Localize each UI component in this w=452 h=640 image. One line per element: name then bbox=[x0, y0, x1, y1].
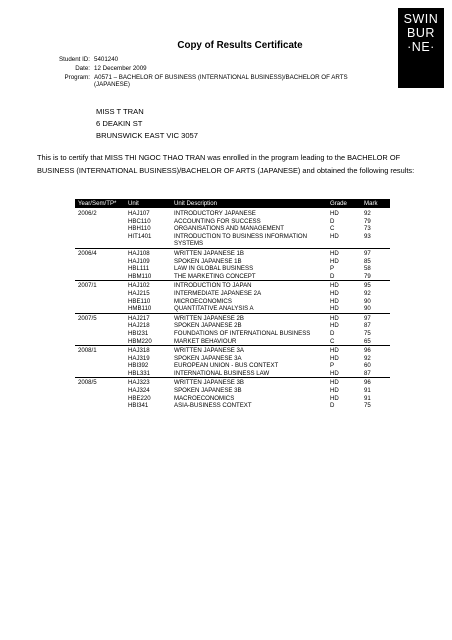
unit-description-cell: THE MARKETING CONCEPT bbox=[174, 272, 256, 280]
mark-cell: 79 bbox=[364, 272, 371, 280]
year-cell bbox=[75, 218, 125, 226]
unit-description-cell: WRITTEN JAPANESE 2B bbox=[171, 313, 327, 322]
year-cell bbox=[75, 273, 125, 281]
table-row bbox=[75, 355, 390, 363]
unit-code-cell: HBM220 bbox=[128, 337, 152, 345]
unit-description-cell: EUROPEAN UNION - BUS CONTEXT bbox=[174, 362, 279, 370]
unit-description-cell: WRITTEN JAPANESE 1B bbox=[171, 248, 327, 257]
year-cell bbox=[75, 355, 125, 363]
table-row bbox=[75, 305, 390, 313]
year-cell bbox=[75, 305, 125, 313]
year-cell bbox=[75, 290, 125, 298]
mark-cell: 75 bbox=[364, 329, 371, 337]
year-cell bbox=[75, 338, 125, 346]
unit-description-cell: INTRODUCTORY JAPANESE bbox=[174, 210, 256, 217]
grade-cell: HD bbox=[330, 257, 339, 265]
grade-cell: D bbox=[330, 217, 335, 225]
unit-description-cell: ORGANISATIONS AND MANAGEMENT bbox=[174, 225, 284, 233]
unit-code-cell: HIT1401 bbox=[128, 232, 152, 240]
table-row bbox=[75, 281, 390, 290]
table-row bbox=[75, 346, 390, 355]
table-row bbox=[75, 378, 390, 387]
swinburne-logo bbox=[398, 8, 444, 88]
table-row bbox=[75, 273, 390, 281]
unit-code-cell: HBM110 bbox=[128, 272, 152, 280]
table-row bbox=[75, 330, 390, 338]
table-row bbox=[75, 370, 390, 378]
mark-cell: 79 bbox=[364, 217, 371, 225]
unit-description-cell: WRITTEN JAPANESE 3B bbox=[171, 378, 327, 387]
header-unit: Unit bbox=[125, 199, 171, 208]
table-row bbox=[75, 233, 390, 249]
date-value: 12 December 2009 bbox=[94, 65, 147, 72]
unit-code-cell: HAJ319 bbox=[128, 354, 150, 362]
program-label: Program: bbox=[64, 74, 90, 81]
table-header-row bbox=[75, 199, 390, 208]
year-cell: 2007/5 bbox=[75, 313, 125, 322]
mark-cell: 93 bbox=[364, 232, 371, 240]
mark-cell: 91 bbox=[364, 387, 371, 395]
grade-cell: P bbox=[330, 265, 335, 273]
grade-cell: D bbox=[330, 272, 335, 280]
year-cell bbox=[75, 362, 125, 370]
year-cell bbox=[75, 402, 125, 410]
header-mark: Mark bbox=[361, 199, 390, 208]
grade-cell: HD bbox=[330, 232, 339, 240]
grade-cell: HD bbox=[330, 322, 339, 330]
mark-cell: 91 bbox=[364, 394, 371, 402]
year-cell bbox=[75, 233, 125, 249]
address-line-1: MISS T TRAN bbox=[96, 107, 144, 116]
unit-code-cell: HAJ217 bbox=[125, 313, 171, 322]
date-label: Date: bbox=[75, 65, 90, 72]
year-cell bbox=[75, 395, 125, 403]
unit-description-cell: ACCOUNTING FOR SUCCESS bbox=[174, 217, 261, 225]
grade-cell: HD bbox=[327, 346, 361, 355]
unit-description-cell: SPOKEN JAPANESE 2B bbox=[174, 322, 242, 330]
logo-line-1: SWIN bbox=[403, 12, 439, 26]
year-cell: 2008/5 bbox=[75, 378, 125, 387]
grade-cell: HD bbox=[327, 281, 361, 290]
unit-code-cell: HAJ102 bbox=[125, 281, 171, 290]
unit-code-cell: HBI341 bbox=[128, 402, 149, 410]
unit-code-cell: HAJ324 bbox=[128, 387, 150, 395]
year-cell bbox=[75, 225, 125, 233]
results-table bbox=[75, 199, 390, 410]
table-row bbox=[75, 362, 390, 370]
table-row bbox=[75, 225, 390, 233]
unit-description-cell: QUANTITATIVE ANALYSIS A bbox=[174, 305, 254, 313]
table-row bbox=[75, 338, 390, 346]
student-id-value: 5401240 bbox=[94, 56, 119, 63]
unit-description-cell: INTRODUCTION TO JAPAN bbox=[171, 281, 327, 290]
year-cell: 2008/1 bbox=[75, 346, 125, 355]
grade-cell: D bbox=[330, 402, 335, 410]
unit-description-cell: SPOKEN JAPANESE 1B bbox=[174, 257, 242, 265]
table-row bbox=[75, 313, 390, 322]
unit-description-cell: INTRODUCTION TO BUSINESS INFORMATION SYSTEMS bbox=[174, 232, 308, 248]
unit-description-cell: ASIA-BUSINESS CONTEXT bbox=[174, 402, 252, 410]
year-cell bbox=[75, 330, 125, 338]
unit-code-cell: HAJ215 bbox=[128, 289, 150, 297]
mark-cell: 65 bbox=[364, 337, 371, 345]
year-cell bbox=[75, 322, 125, 330]
mark-cell: 87 bbox=[364, 369, 371, 377]
year-cell: 2007/1 bbox=[75, 281, 125, 290]
unit-description-cell: FOUNDATIONS OF INTERNATIONAL BUSINESS bbox=[174, 329, 311, 337]
grade-cell: HD bbox=[330, 387, 339, 395]
mark-cell: 87 bbox=[364, 322, 371, 330]
grade-cell: HD bbox=[330, 305, 339, 313]
program-value: A0571 – BACHELOR OF BUSINESS (INTERNATIONAL BUSINESS)/BACHELOR OF ARTS bbox=[94, 74, 348, 81]
mark-cell: 90 bbox=[364, 305, 371, 313]
certificate-statement: This is to certify that MISS THI NGOC THAO TRAN was enrolled in the program leading to the BACHELOR OF BUSINESS (INTERNATIONAL BUSINESS)/BACHELOR OF ARTS (JAPANESE) and obtained the following results: bbox=[37, 153, 415, 175]
unit-code-cell: HMB110 bbox=[128, 305, 152, 313]
year-cell bbox=[75, 387, 125, 395]
mark-cell: 92 bbox=[364, 210, 371, 217]
table-row bbox=[75, 322, 390, 330]
unit-description-cell: INTERNATIONAL BUSINESS LAW bbox=[174, 369, 270, 377]
grade-cell: HD bbox=[330, 297, 339, 305]
mark-cell: 58 bbox=[364, 265, 371, 273]
table-row bbox=[75, 248, 390, 257]
grade-cell: HD bbox=[330, 369, 339, 377]
year-cell bbox=[75, 298, 125, 306]
header-year: Year/Sem/TP* bbox=[75, 199, 125, 208]
grade-cell: HD bbox=[327, 248, 361, 257]
table-row bbox=[75, 218, 390, 226]
unit-description-cell: WRITTEN JAPANESE 3A bbox=[171, 346, 327, 355]
grade-cell: HD bbox=[330, 354, 339, 362]
unit-code-cell: HAJ318 bbox=[125, 346, 171, 355]
unit-code-cell: HBL111 bbox=[128, 265, 150, 273]
document-title: Copy of Results Certificate bbox=[177, 40, 303, 51]
header-grade: Grade bbox=[327, 199, 361, 208]
table-row bbox=[75, 208, 390, 218]
table-row bbox=[75, 290, 390, 298]
year-cell bbox=[75, 265, 125, 273]
unit-code-cell: HAJ218 bbox=[128, 322, 150, 330]
grade-cell: HD bbox=[327, 313, 361, 322]
unit-code-cell: HBI231 bbox=[128, 329, 149, 337]
unit-code-cell: HAJ108 bbox=[125, 248, 171, 257]
table-row bbox=[75, 402, 390, 410]
mark-cell: 92 bbox=[364, 289, 371, 297]
mark-cell: 60 bbox=[364, 362, 371, 370]
program-value-cont: (JAPANESE) bbox=[94, 81, 130, 88]
mark-cell: 97 bbox=[361, 248, 390, 257]
grade-cell: HD bbox=[330, 394, 339, 402]
mark-cell: 96 bbox=[361, 378, 390, 387]
mark-cell: 75 bbox=[364, 402, 371, 410]
mark-cell: 92 bbox=[364, 354, 371, 362]
unit-code-cell: HAJ323 bbox=[125, 378, 171, 387]
grade-cell: C bbox=[330, 225, 335, 233]
year-cell: 2006/2 bbox=[78, 210, 97, 217]
unit-description-cell: MICROECONOMICS bbox=[174, 297, 232, 305]
unit-code-cell: HBE220 bbox=[128, 394, 151, 402]
mark-cell: 95 bbox=[361, 281, 390, 290]
unit-code-cell: HBL331 bbox=[128, 369, 151, 377]
unit-description-cell: LAW IN GLOBAL BUSINESS bbox=[174, 265, 254, 273]
unit-code-cell: HAJ109 bbox=[128, 257, 150, 265]
unit-description-cell: SPOKEN JAPANESE 3A bbox=[174, 354, 242, 362]
unit-description-cell: SPOKEN JAPANESE 3B bbox=[174, 387, 242, 395]
student-id-label: Student ID: bbox=[59, 56, 90, 63]
mark-cell: 96 bbox=[361, 346, 390, 355]
unit-description-cell: MARKET BEHAVIOUR bbox=[174, 337, 237, 345]
grade-cell: HD bbox=[327, 378, 361, 387]
mark-cell: 90 bbox=[364, 297, 371, 305]
grade-cell: P bbox=[330, 362, 335, 370]
unit-code-cell: HAJ107 bbox=[128, 210, 150, 217]
table-row bbox=[75, 298, 390, 306]
grade-cell: HD bbox=[330, 289, 339, 297]
year-cell bbox=[75, 258, 125, 266]
address-line-3: BRUNSWICK EAST VIC 3057 bbox=[96, 131, 198, 140]
student-details bbox=[20, 56, 400, 96]
table-row bbox=[75, 265, 390, 273]
year-cell: 2006/4 bbox=[75, 248, 125, 257]
unit-description-cell: INTERMEDIATE JAPANESE 2A bbox=[174, 289, 262, 297]
grade-cell: D bbox=[330, 329, 335, 337]
grade-cell: C bbox=[330, 337, 335, 345]
mark-cell: 73 bbox=[364, 225, 371, 233]
logo-line-3: ·NE· bbox=[407, 40, 435, 54]
table-row bbox=[75, 258, 390, 266]
unit-description-cell: MACROECONOMICS bbox=[174, 394, 235, 402]
unit-code-cell: HBE110 bbox=[128, 297, 151, 305]
logo-line-2: BUR bbox=[407, 26, 435, 40]
mark-cell: 85 bbox=[364, 257, 371, 265]
year-cell bbox=[75, 370, 125, 378]
unit-code-cell: HBI392 bbox=[128, 362, 149, 370]
address-line-2: 6 DEAKIN ST bbox=[96, 119, 143, 128]
unit-code-cell: HBH110 bbox=[128, 225, 151, 233]
table-row bbox=[75, 387, 390, 395]
mark-cell: 97 bbox=[361, 313, 390, 322]
unit-code-cell: HBC110 bbox=[128, 217, 151, 225]
grade-cell: HD bbox=[330, 210, 339, 217]
table-row bbox=[75, 395, 390, 403]
header-description: Unit Description bbox=[171, 199, 327, 208]
